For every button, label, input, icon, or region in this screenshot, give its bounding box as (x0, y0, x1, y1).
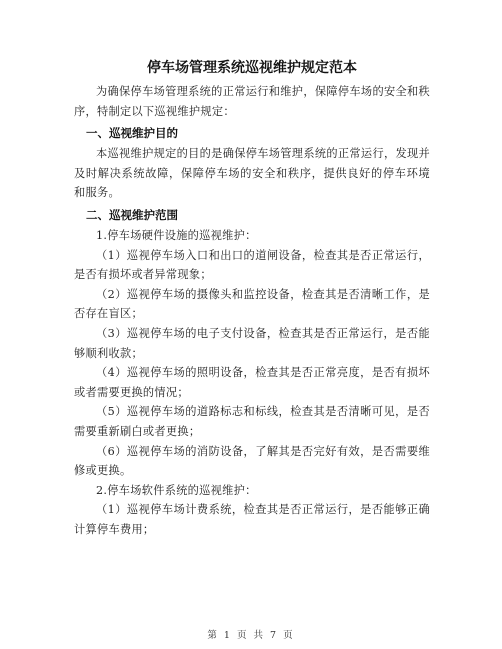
intro-paragraph: 为确保停车场管理系统的正常运行和维护，保障停车场的安全和秩序，特制定以下巡视维护规定： (74, 85, 430, 118)
section-1-body: 本巡视维护规定的目的是确保停车场管理系统的正常运行，发现并及时解决系统故障，保障停车场的安全和秩序，提供良好的停车环境和服务。 (74, 147, 430, 200)
page-number-footer: 第 1 页 共 7 页 (207, 630, 295, 641)
list-item: （3）巡视停车场的电子支付设备，检查其是否正常运行，是否能够顺利收款； (74, 326, 430, 360)
document-title: 停车场管理系统巡视维护规定范本 (147, 60, 357, 76)
list-item: （5）巡视停车场的道路标志和标线，检查其是否清晰可见，是否需要重新刷白或者更换； (74, 405, 430, 438)
subsection-hardware-title: 1.停车场硬件设施的巡视维护： (96, 228, 257, 242)
list-item: （4）巡视停车场的照明设备，检查其是否正常亮度，是否有损坏或者需要更换的情况； (74, 366, 430, 399)
subsection-software-title: 2.停车场软件系统的巡视维护： (96, 483, 257, 497)
document-body (74, 58, 430, 539)
list-item: （6）巡视停车场的消防设备，了解其是否完好有效，是否需要维修或更换。 (74, 444, 430, 478)
list-item: （1）巡视停车场入口和出口的道闸设备，检查其是否正常运行，是否有损坏或者异常现象； (74, 248, 430, 282)
section-2-heading: 二、巡视维护范围 (86, 207, 178, 222)
section-1-heading: 一、巡视维护目的 (86, 126, 178, 141)
list-item: （2）巡视停车场的摄像头和监控设备，检查其是否清晰工作，是否存在盲区； (74, 287, 430, 321)
list-item: （1）巡视停车场计费系统，检查其是否正常运行，是否能够正确计算停车费用； (74, 503, 430, 536)
